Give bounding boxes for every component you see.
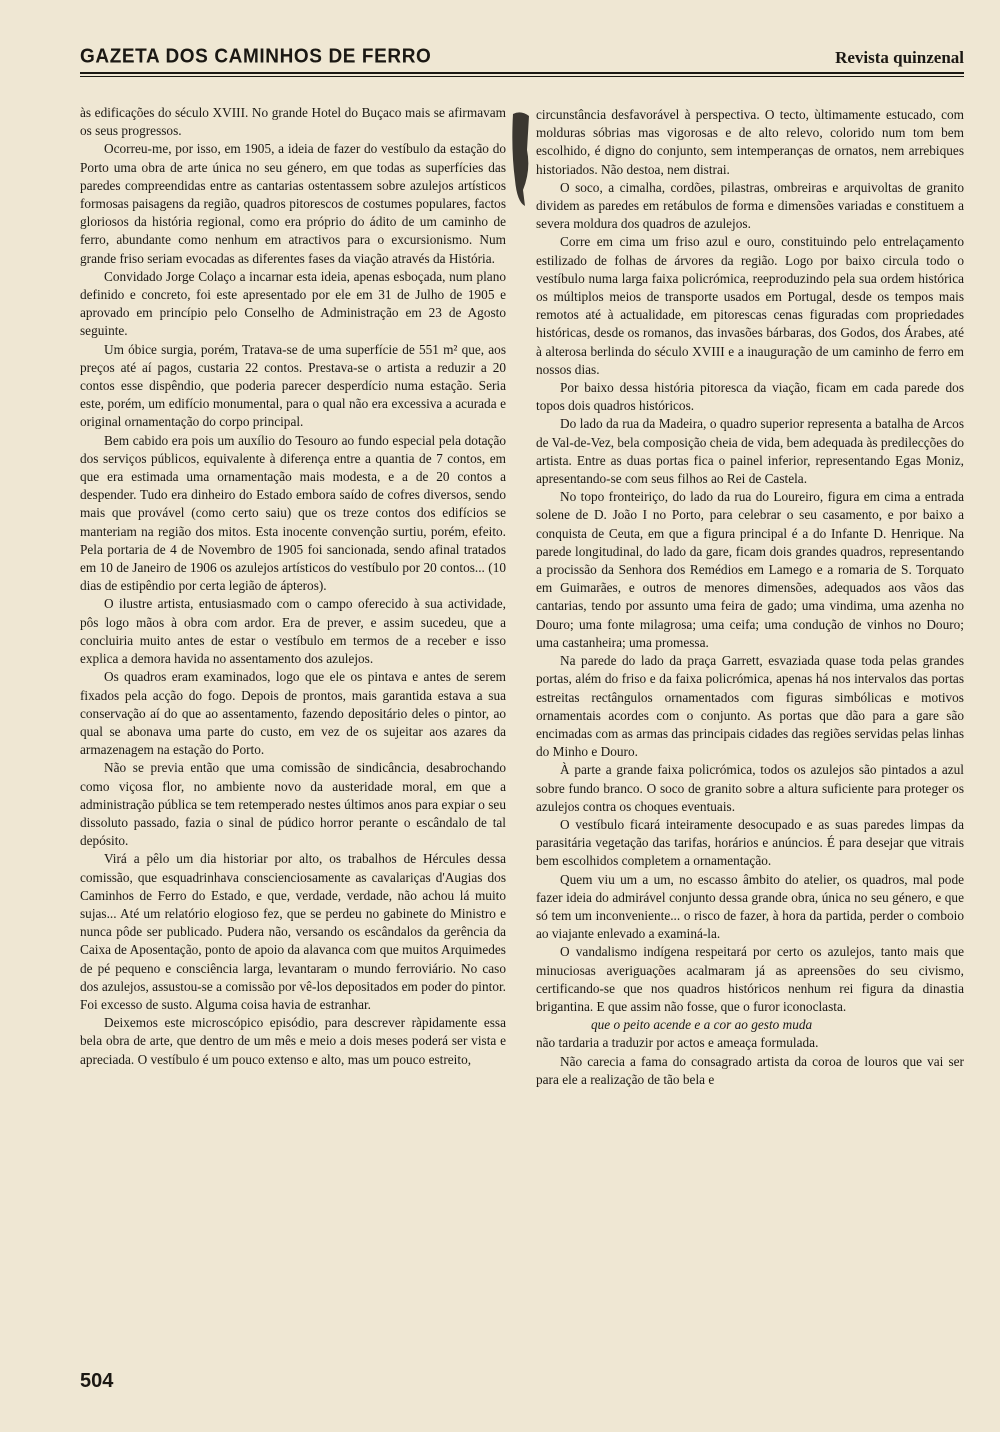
paragraph: Convidado Jorge Colaço a incarnar esta ideia, apenas esboçada, num plano definido e concreto, foi este apresentado por ele em 31 de Julho de 1905 e aprovado em princípio pelo Conselho de Administração em 23 de Agosto seguinte.: [80, 268, 506, 339]
paragraph: Os quadros eram examinados, logo que ele os pintava e antes de serem fixados pela acção do fogo. Depois de prontos, mais garantida estava a sua conservação aí do que ao assentamento, fazendo depositário deles o pintor, ao qual se abonava uma parte do custo, em vez de os sujeitar aos azares da armazenagem na estação do Porto.: [80, 669, 506, 758]
paragraph: Não se previa então que uma comissão de sindicância, desabrochando como viçosa flor, no ambiente novo da austeridade moral, em que a administração pública se tem retemperado nestes últimos anos para expiar o seu dissoluto passado, fazia o sinal de púdico horror perante o escândalo de tal depósito.: [80, 760, 506, 849]
right-column: [536, 106, 964, 1089]
paragraph: Do lado da rua da Madeira, o quadro superior representa a batalha de Arcos de Val-de-Vez, bela composição cheia de vida, bem adequada às predilecções do artista. Entre as duas portas fica o painel inferior, representando Egas Moniz, apresentando-se com seus filhos ao Rei de Castela.: [536, 416, 964, 487]
paragraph: Ocorreu-me, por isso, em 1905, a ideia de fazer do vestíbulo da estação do Porto uma obra de arte única no seu género, em que todas as superfícies das paredes compreendidas entre as cantarias ostentassem sobre azulejos artísticos formosas paisagens da região, quadros pitorescos de costumes populares, factos gloriosos da história regional, como era próprio do ádito de um caminho de ferro, abundante como nenhum em atractivos para o excursionismo. Num grande friso seriam evocadas as diferentes fases da viação através da História.: [80, 141, 506, 266]
paragraph: Deixemos este microscópico episódio, para descrever ràpidamente essa bela obra de arte, que dentro de um mês e meio a dois meses poderá ser vista e apreciada. O vestíbulo é um pouco extenso e alto, mas um pouco estreito,: [80, 1015, 506, 1067]
magazine-title: GAZETA DOS CAMINHOS DE FERRO: [80, 45, 432, 68]
page-number: 504: [80, 1370, 114, 1392]
paragraph: O vandalismo indígena respeitará por certo os azulejos, tanto mais que minuciosas averiguações acalmaram já as apreensões do seu civismo, certificando-se que nos quadros históricos nenhum rei figura da dinastia brigantina. E que assim não fosse, que o furor iconoclasta.: [536, 944, 964, 1014]
paragraph: Virá a pêlo um dia historiar por alto, os trabalhos de Hércules dessa comissão, que esquadrinhava conscienciosamente as cavalariças d'Augias dos Caminhos de Ferro do Estado, e que, verdade, verdade, não achou lá muito sujas... Até um relatório elogioso fez, que se perdeu no gabinete do Ministro e nunca pôde ser publicado. Pudera não, versando os escândalos da gerência da Caixa de Aposentação, ponto de apoio da alavanca com que muitos Arquimedes de pé pequeno e consciência larga, levantaram o mundo ferroviário. No caso dos azulejos, assustou-se a comissão por vê-los depositados em poder do pintor. Foi excesso de susto. Alguma coisa havia de estranhar.: [80, 851, 506, 1012]
paragraph: Na parede do lado da praça Garrett, esvaziada quase toda pelas grandes portas, além do friso e da faixa policrómica, apenas há nos intervalos das portas estreitas rectângulos ornamentados com figuras simbólicas e motivos ornamentais acordes com o conjunto. As portas que dão para a gare são encimadas com as armas das principais cidades das regiões servidas pelas linhas do Minho e Douro.: [536, 653, 964, 760]
left-column: [80, 104, 506, 1069]
paragraph: não tardaria a traduzir por actos e ameaça formulada.: [536, 1035, 819, 1051]
paragraph: Quem viu um a um, no escasso âmbito do atelier, os quadros, mal pode fazer ideia do admirável conjunto dessa grande obra, única no seu género, e que só tem um inconveniente... o risco de fazer, à hora da partida, perder o comboio ao viajante enlevado a examiná-la.: [536, 871, 964, 942]
paragraph: Bem cabido era pois um auxílio do Tesouro ao fundo especial pela dotação dos serviços públicos, equivalente à diferença entre a quantia de 7 contos, em que era estimada uma ornamentação mais modesta, e a de 20 contos a despender. Tudo era dinheiro do Estado embora saído de cofres diversos, sendo mais que provável (como certo saiu) que os treze contos dos edifícios se manteriam na região dos mitos. Esta inocente convenção surtiu, porém, efeito. Pela portaria de 4 de Novembro de 1905 foi sancionada, sendo afinal tratados em 10 de Janeiro de 1906 os azulejos artísticos do vestíbulo por 20 contos... (10 dias de estipêndio por certa legião de ápteros).: [80, 432, 506, 594]
running-header: [80, 40, 964, 68]
paragraph: Um óbice surgia, porém, Tratava-se de uma superfície de 551 m² que, aos preços até aí pagos, custaria 22 contos. Prestava-se o artista a reduzir a 20 contos esse dispêndio, que poderia parecer desperdício numa estação. Seria este, porém, um edifício monumental, para o qual não era excessiva a acurada e original ornamentação do corpo principal.: [80, 341, 506, 430]
paragraph: O ilustre artista, entusiasmado com o campo oferecido à sua actividade, pôs logo mãos à obra com ardor. Era de prever, e assim sucedeu, que a concluiria muito antes de estar o vestíbulo em termos de a receber e isso explica a demora havida no assentamento dos azulejos.: [80, 596, 506, 667]
binding-shadow: [509, 110, 533, 210]
header-rule: [80, 72, 964, 74]
paragraph: às edificações do século XVIII. No grande Hotel do Buçaco mais se afirmavam os seus progressos.: [80, 105, 506, 139]
magazine-tagline: Revista quinzenal: [835, 48, 964, 67]
header-rule-thin: [80, 76, 964, 77]
paragraph: Por baixo dessa história pitoresca da viação, ficam em cada parede dos topos dois quadros históricos.: [536, 380, 964, 414]
paragraph: À parte a grande faixa policrómica, todos os azulejos são pintados a azul sobre fundo branco. O soco de granito sobre a altura suficiente para proteger os azulejos contra os choques eventuais.: [536, 762, 964, 814]
paragraph: O vestíbulo ficará inteiramente desocupado e as suas paredes limpas da parasitária vegetação das tarifas, horários e anúncios. É para desejar que vitrais bem escolhidos completem a ornamentação.: [536, 816, 964, 869]
paragraph: No topo fronteiriço, do lado da rua do Loureiro, figura em cima a entrada solene de D. João I no Porto, para celebrar o seu casamento, e por baixo a conquista de Ceuta, em que a figura principal é a do Infante D. Henrique. Na parede longitudinal, do lado da gare, ficam dois grandes quadros, representando a procissão da Senhora dos Remédios em Lamego e a romaria de S. Torquato em Guimarães, e outros de menores dimensões, adequados aos vãos das cantarias, tendo por assunto uma feira de gado; uma vindima, uma azenha no Douro; uma fonte milagrosa; uma ceifa; uma condução de vinhos no Douro; uma castanheira; uma promessa.: [536, 489, 964, 650]
paragraph: Não carecia a fama do consagrado artista da coroa de louros que vai ser para ele a realização de tão bela e: [536, 1053, 964, 1087]
paragraph: circunstância desfavorável à perspectiva. O tecto, ùltimamente estucado, com molduras sóbrias mas vigorosas e de alto relevo, colorido num tom bem escolhido, é digno do conjunto, sem intemperanças de ornatos, nem arrebiques historiados. Não destoa, nem distrai.: [536, 107, 964, 177]
paragraph: O soco, a cimalha, cordões, pilastras, ombreiras e arquivoltas de granito dividem as paredes em retábulos de forma e dimensões variadas e constituem a severa moldura dos quadros de azulejos.: [536, 179, 964, 232]
verse-quote: que o peito acende e a cor ao gesto muda: [591, 1017, 813, 1033]
paragraph: Corre em cima um friso azul e ouro, constituindo pelo entrelaçamento estilizado de folhas de árvores da região. Logo por baixo circula todo o vestíbulo numa larga faixa policrómica, reeproduzindo pela sua ordem histórica os múltiplos meios de transporte usados em Portugal, desde os tempos mais remotos até à actualidade, em pitorescas cenas figuradas com propriedades históricas, desde os romanos, das invasões bárbaras, dos Godos, dos Árabes, até à alterosa berlinda do século XVIII e a inauguração de um caminho de ferro em nossos dias.: [536, 234, 964, 377]
